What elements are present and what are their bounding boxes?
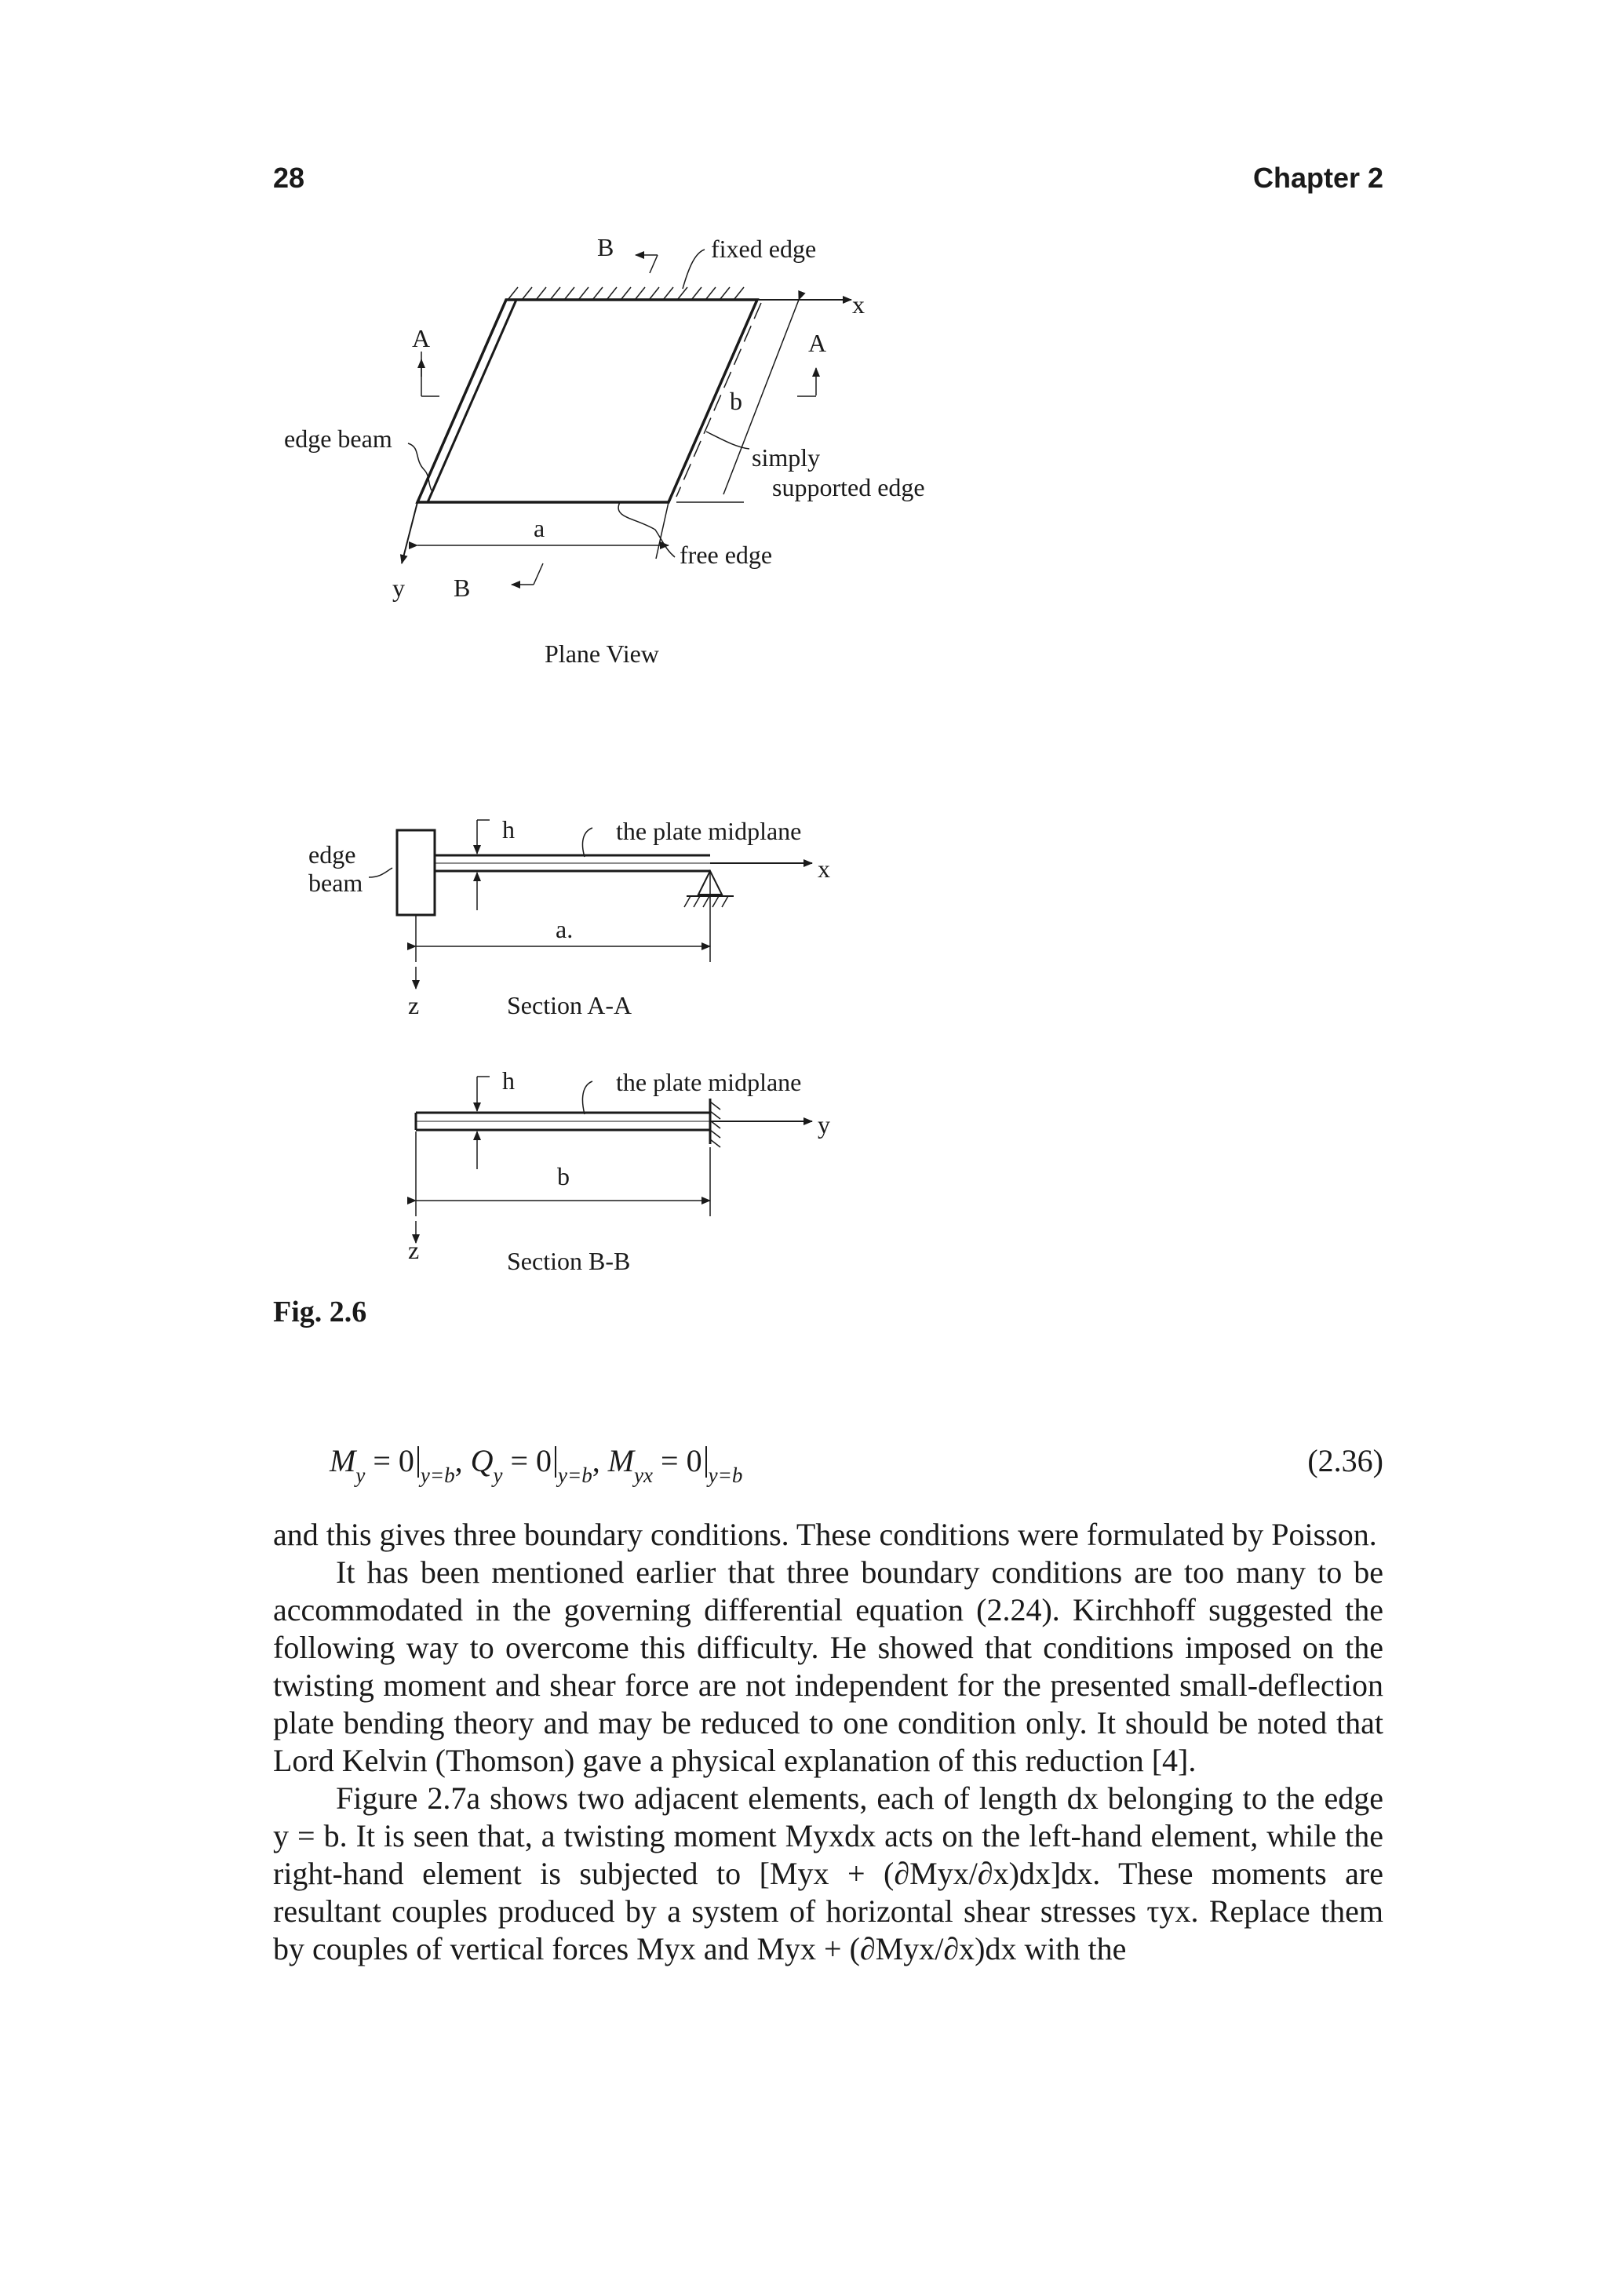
paragraph-2: It has been mentioned earlier that three boundary conditions are too many to be accommodated in the governing differential equation (2.24). Kirchhoff suggested the following way to overcome this difficulty. He showed that conditions imposed on the twisting moment and shear force are not independent for the presented small-deflection plate bending theory and may be reduced to one condition only. It should be noted that Lord Kelvin (Thomson) gave a physical explanation of this reduction [4]. — [273, 1554, 1383, 1778]
label-dim-a: a — [534, 514, 545, 542]
label-z-aa: z — [408, 991, 420, 1019]
plate-outline — [417, 300, 757, 502]
equation-2-36: $M_y = 0$ $_{y=b}$, $Q_y = 0$ $_{y=b}$, $M_{yx} = 0$ $_{y=b}$ — [330, 1443, 743, 1487]
label-z-bb: z — [408, 1236, 420, 1264]
edge-beam-section — [397, 830, 435, 915]
paragraph-3: Figure 2.7a shows two adjacent elements, each of length dx belonging to the edge y = b. It is seen that, a twisting moment Myxdx acts on the left-hand element, while the right-hand element is subjected to [Myx + (∂Myx/∂x)dx]dx. These moments are resultant couples produced by a system of horizontal shear stresses τyx. Replace them by couples of vertical forces Myx and Myx + (∂Myx/∂x)dx with the — [273, 1780, 1383, 1966]
label-h-bb: h — [502, 1066, 515, 1095]
label-x-aa: x — [818, 855, 830, 883]
label-edge-beam: edge beam — [284, 425, 392, 453]
label-x-axis: x — [852, 290, 865, 319]
caption-plane-view: Plane View — [545, 640, 659, 668]
label-section-a-left: A — [412, 324, 431, 352]
label-a-aa: a. — [556, 915, 574, 943]
equation-number: (2.36) — [1307, 1443, 1383, 1478]
label-edge: edge — [308, 840, 356, 869]
label-h-aa: h — [502, 815, 515, 844]
label-midplane-aa: the plate midplane — [616, 817, 802, 845]
paragraph-1: and this gives three boundary conditions. These conditions were formulated by Poisson. — [273, 1517, 1377, 1552]
label-section-a-right: A — [808, 329, 827, 357]
section-a-a — [369, 820, 812, 989]
label-fixed-edge: fixed edge — [711, 235, 817, 263]
label-b-bb: b — [557, 1162, 570, 1190]
figure-label: Fig. 2.6 — [273, 1296, 367, 1328]
label-free-edge: free edge — [680, 541, 773, 569]
label-dim-b: b — [730, 387, 742, 415]
label-y-bb: y — [818, 1110, 830, 1139]
label-simply: simply — [752, 443, 821, 472]
label-supported-edge: supported edge — [772, 473, 925, 501]
chapter-title: Chapter 2 — [1252, 162, 1383, 194]
label-midplane-bb: the plate midplane — [616, 1068, 802, 1096]
caption-section-b-b: Section B-B — [507, 1247, 631, 1275]
body-text — [273, 1516, 1383, 1968]
plane-view — [402, 250, 851, 585]
page-number: 28 — [273, 162, 305, 194]
label-beam: beam — [308, 869, 363, 897]
section-b-b — [416, 1077, 812, 1243]
label-section-b-bottom: B — [454, 574, 471, 602]
label-section-b-top: B — [597, 233, 614, 261]
caption-section-a-a: Section A-A — [507, 991, 632, 1019]
label-y-axis: y — [392, 574, 405, 602]
